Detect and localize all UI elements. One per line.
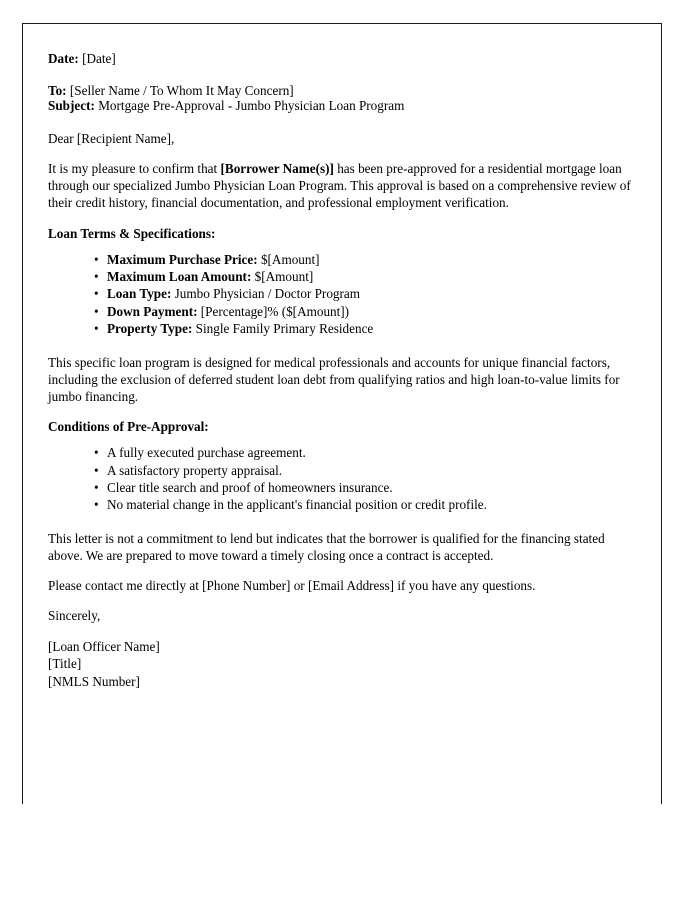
subject-line — [48, 98, 635, 114]
closing-salutation: Sincerely, — [48, 608, 101, 624]
spacer — [48, 114, 635, 130]
list-item — [94, 251, 635, 268]
list-item — [94, 285, 635, 302]
letter-body — [23, 24, 661, 690]
term-value: $[Amount] — [251, 269, 314, 284]
spacer — [48, 514, 635, 530]
term-label: Property Type: — [107, 321, 193, 337]
date-label: Date: — [48, 51, 79, 66]
conditions-heading: Conditions of Pre-Approval: — [48, 419, 209, 435]
letter-page — [22, 23, 662, 804]
disclaimer-paragraph: This letter is not a commitment to lend but indicates that the borrower is qualified for the financing stated above. We are prepared to move toward a timely closing once a contract is accepted. — [48, 530, 605, 564]
list-item — [94, 268, 635, 285]
spacer — [48, 212, 635, 225]
salutation: Dear [Recipient Name], — [48, 130, 175, 146]
intro-after: has been pre-approved for a residential mortgage loan through our specialized Jumbo Physician Loan Program. This approval is based on a comprehensive review of their credit history, financial documentation, and professional employment verification. — [48, 160, 631, 211]
spacer — [48, 435, 635, 444]
borrower-name-placeholder: [Borrower Name(s)] — [220, 160, 334, 176]
spacer — [48, 338, 635, 354]
term-value: [Percentage]% ($[Amount]) — [197, 303, 350, 319]
conditions-list — [48, 444, 635, 514]
subject-label: Subject: — [48, 98, 95, 114]
term-label: Loan Type: — [107, 286, 172, 302]
date-value: [Date] — [82, 51, 116, 66]
term-value: $[Amount] — [257, 251, 320, 267]
list-item: • No material change in the applicant's financial position or credit profile. — [94, 496, 635, 513]
spacer — [48, 564, 635, 577]
list-item: • Clear title search and proof of homeowners insurance. — [94, 479, 635, 496]
term-value: Jumbo Physician / Doctor Program — [171, 286, 361, 302]
signature-name: [Loan Officer Name] — [48, 638, 160, 654]
to-label: To: — [48, 82, 67, 98]
term-label: Maximum Loan Amount: — [107, 269, 252, 284]
to-line — [48, 83, 635, 99]
spacer — [48, 147, 635, 160]
spacer — [48, 242, 635, 251]
term-label: Maximum Purchase Price: — [107, 251, 258, 267]
loan-terms-list — [48, 251, 635, 338]
subject-value: Mortgage Pre-Approval - Jumbo Physician Loan Program — [98, 98, 405, 114]
signature-nmls: [NMLS Number] — [48, 673, 140, 689]
loan-terms-heading: Loan Terms & Specifications: — [48, 225, 216, 241]
to-value: [Seller Name / To Whom It May Concern] — [69, 82, 294, 98]
date-line — [48, 51, 635, 67]
term-value: Single Family Primary Residence — [192, 321, 374, 337]
list-item: • A satisfactory property appraisal. — [94, 462, 635, 479]
term-label: Down Payment: — [107, 303, 198, 319]
spacer — [48, 67, 635, 83]
spacer — [48, 405, 635, 418]
list-item: • A fully executed purchase agreement. — [94, 444, 635, 461]
spacer — [48, 625, 635, 638]
signature-title: [Title] — [48, 656, 82, 672]
spacer — [48, 594, 635, 607]
intro-paragraph — [48, 160, 635, 212]
contact-paragraph: Please contact me directly at [Phone Number] or [Email Address] if you have any questions. — [48, 578, 536, 594]
list-item — [94, 303, 635, 320]
program-paragraph: This specific loan program is designed for medical professionals and accounts for unique financial factors, including the exclusion of deferred student loan debt from qualifying ratios and high loan-to-value limits for jumbo financing. — [48, 354, 620, 405]
list-item — [94, 320, 635, 337]
intro-before: It is my pleasure to confirm that — [48, 160, 221, 176]
